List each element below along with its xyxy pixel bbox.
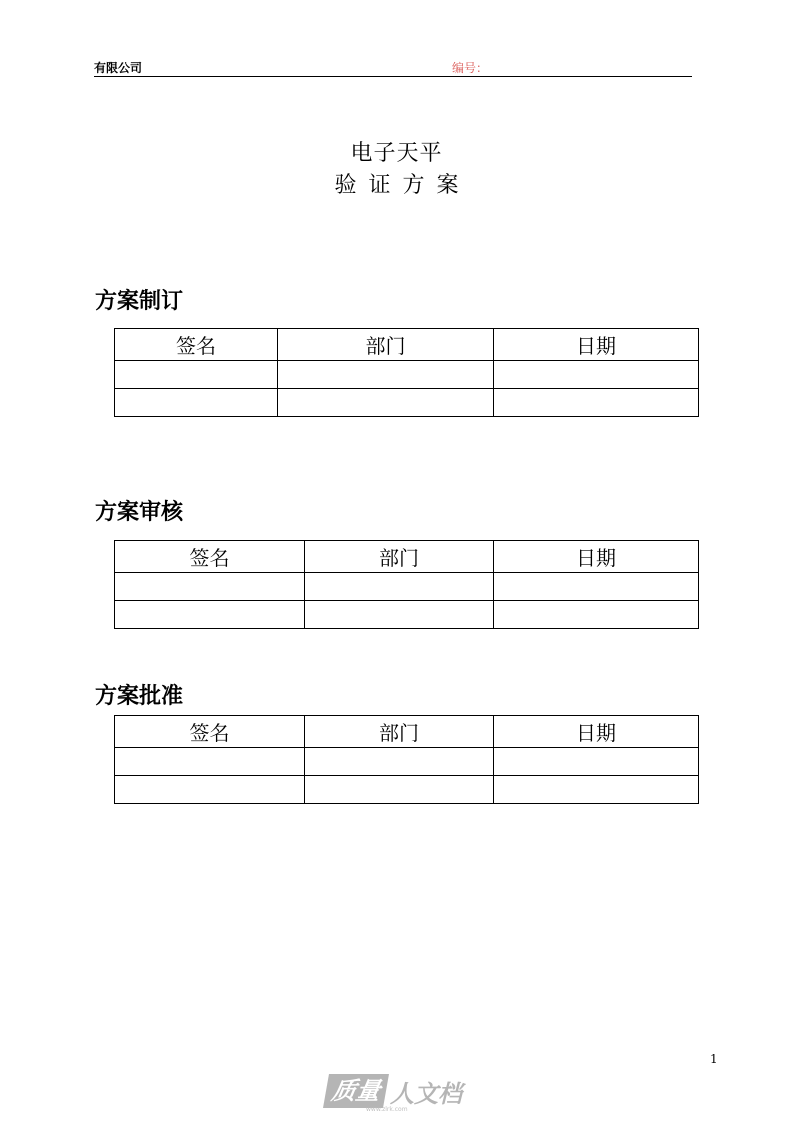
date-cell[interactable] — [494, 748, 699, 776]
table-row — [115, 389, 699, 417]
column-header-signature: 签名 — [115, 329, 278, 361]
column-header-department: 部门 — [305, 716, 494, 748]
table-row — [115, 776, 699, 804]
section-heading-drafting: 方案制订 — [95, 289, 184, 314]
signature-cell[interactable] — [115, 601, 305, 629]
page-number: 1 — [710, 1052, 718, 1066]
watermark-box: 质量 — [323, 1074, 389, 1108]
watermark-url: www.zlrk.com — [366, 1106, 408, 1113]
drafting-signature-table — [114, 328, 699, 417]
column-header-date: 日期 — [494, 329, 699, 361]
department-cell[interactable] — [305, 573, 494, 601]
table-header-row — [115, 329, 699, 361]
date-cell[interactable] — [494, 361, 699, 389]
header-number-label: 编号： — [452, 61, 489, 75]
table-row — [115, 573, 699, 601]
column-header-signature: 签名 — [115, 541, 305, 573]
watermark-text — [390, 1074, 462, 1109]
approval-signature-table — [114, 715, 699, 804]
column-header-department: 部门 — [305, 541, 494, 573]
department-cell[interactable] — [305, 601, 494, 629]
section-heading-review: 方案审核 — [95, 500, 184, 525]
department-cell[interactable] — [305, 748, 494, 776]
document-subtitle: 验证方案 — [334, 173, 471, 198]
signature-cell[interactable] — [115, 361, 278, 389]
signature-cell[interactable] — [115, 573, 305, 601]
column-header-department: 部门 — [278, 329, 494, 361]
date-cell[interactable] — [494, 389, 699, 417]
section-heading-approval: 方案批准 — [95, 684, 184, 709]
header-company: 有限公司 — [94, 61, 143, 75]
table-row — [115, 748, 699, 776]
column-header-date: 日期 — [494, 541, 699, 573]
signature-cell[interactable] — [115, 776, 305, 804]
department-cell[interactable] — [305, 776, 494, 804]
date-cell[interactable] — [494, 573, 699, 601]
table-row — [115, 361, 699, 389]
watermark-text-label: 人文档 — [390, 1079, 462, 1108]
column-header-date: 日期 — [494, 716, 699, 748]
table-header-row — [115, 541, 699, 573]
department-cell[interactable] — [278, 361, 494, 389]
table-header-row — [115, 716, 699, 748]
department-cell[interactable] — [278, 389, 494, 417]
date-cell[interactable] — [494, 776, 699, 804]
table-row — [115, 601, 699, 629]
signature-cell[interactable] — [115, 748, 305, 776]
page-header — [94, 58, 692, 77]
review-signature-table — [114, 540, 699, 629]
column-header-signature: 签名 — [115, 716, 305, 748]
document-title: 电子天平 — [350, 141, 443, 166]
date-cell[interactable] — [494, 601, 699, 629]
signature-cell[interactable] — [115, 389, 278, 417]
watermark-logo — [326, 1074, 462, 1113]
